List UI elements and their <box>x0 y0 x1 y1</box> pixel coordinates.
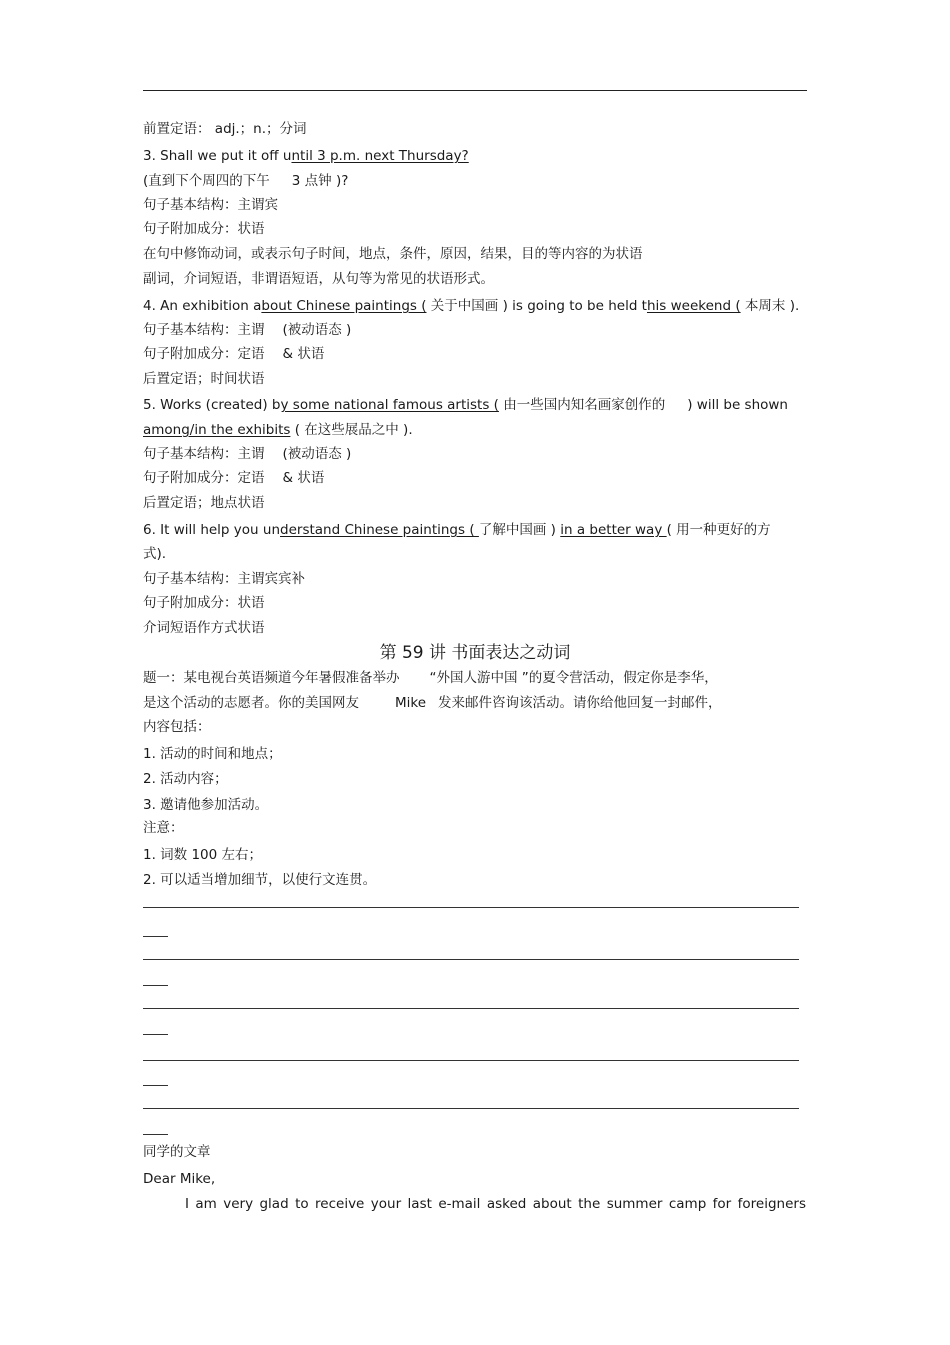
sentence-5 <box>143 396 788 414</box>
text-line: 在句中修饰动词，或表示句子时间，地点，条件，原因，结果，目的等内容的为状语 <box>143 246 643 262</box>
text-span: ( 在这些展品之中 ). <box>290 422 413 438</box>
essay-word: receive <box>315 1196 365 1212</box>
essay-word: am <box>195 1196 217 1212</box>
text-span: (被动语态 ) <box>282 322 352 338</box>
header-rule <box>143 90 807 91</box>
answer-line-tail <box>143 1134 168 1135</box>
text-line: 后置定语；地点状语 <box>143 495 265 511</box>
text-line <box>143 469 324 487</box>
text-span: 句子附加成分：定语 <box>143 470 265 486</box>
essay-word: your <box>370 1196 402 1212</box>
text-span: 题一：某电视台英语频道今年暑假准备举办 <box>143 670 400 686</box>
underlined-phrase: his weekend ( <box>646 298 741 314</box>
answer-line <box>143 1060 799 1061</box>
underlined-phrase: derstand Chinese paintings ( <box>280 522 479 538</box>
text-line: 句子附加成分：状语 <box>143 221 265 237</box>
task-line <box>143 694 722 712</box>
note-label: 注意： <box>143 820 184 836</box>
text-span: 句子附加成分：定语 <box>143 346 265 362</box>
list-item: 1. 词数 100 左右； <box>143 847 263 863</box>
lesson-heading: 第 59 讲 书面表达之动词 <box>379 643 571 663</box>
text-span: 4. An exhibition a <box>143 298 262 314</box>
underlined-phrase: in a better way <box>560 522 667 538</box>
essay-word: e-mail <box>438 1196 481 1212</box>
essay-word: glad <box>259 1196 289 1212</box>
answer-line-tail <box>143 1034 168 1035</box>
essay-word: foreigners <box>737 1196 806 1212</box>
essay-word: very <box>223 1196 254 1212</box>
text-line: 后置定语；时间状语 <box>143 371 265 387</box>
text-line <box>143 345 324 363</box>
sentence-3 <box>143 147 469 165</box>
underlined-phrase: among/in the exhibits <box>143 422 291 438</box>
essay-greeting: Dear Mike, <box>143 1171 216 1187</box>
text-span: 5. Works (created) b <box>143 397 281 413</box>
text-span: (被动语态 ) <box>282 446 352 462</box>
text-span: ) will be shown <box>687 397 788 413</box>
text-line <box>143 445 351 463</box>
text-line <box>143 421 413 439</box>
text-span: 发来邮件咨询该活动。请你给他回复一封邮件， <box>438 695 722 711</box>
sentence-6 <box>143 521 771 539</box>
text-line: 句子基本结构：主谓宾宾补 <box>143 571 305 587</box>
text-span: 了解中国画 ) <box>478 522 561 538</box>
text-line: 句子附加成分：状语 <box>143 595 265 611</box>
answer-line-tail <box>143 985 168 986</box>
task-line: 内容包括： <box>143 719 211 735</box>
essay-word: about <box>532 1196 572 1212</box>
essay-word: summer <box>606 1196 663 1212</box>
essay-word: camp <box>668 1196 707 1212</box>
text-span: 是这个活动的志愿者。你的美国网友 <box>143 695 359 711</box>
essay-first-line <box>185 1195 806 1213</box>
text-line <box>143 172 348 190</box>
text-line: 前置定语： adj.；n.；分词 <box>143 121 307 137</box>
answer-line-tail <box>143 936 168 937</box>
underlined-phrase: bout Chinese paintings ( <box>261 298 427 314</box>
text-line <box>143 321 351 339</box>
essay-word: asked <box>486 1196 527 1212</box>
text-span: “外国人游中国 ”的夏令营活动，假定你是李华， <box>429 670 718 686</box>
answer-line-tail <box>143 1085 168 1086</box>
list-item: 2. 活动内容； <box>143 771 228 787</box>
text-span: & 状语 <box>282 346 325 362</box>
text-span: (直到下个周四的下午 <box>143 173 270 189</box>
text-span: 3. Shall we put it off u <box>143 148 292 164</box>
underlined-phrase: ntil 3 p.m. next Thursday? <box>291 148 469 164</box>
text-span: & 状语 <box>282 470 325 486</box>
answer-line <box>143 959 799 960</box>
essay-word: last <box>407 1196 432 1212</box>
answer-line <box>143 1008 799 1009</box>
list-item: 2. 可以适当增加细节，以使行文连贯。 <box>143 872 377 888</box>
essay-word: for <box>712 1196 732 1212</box>
text-span: 本周末 ). <box>740 298 800 314</box>
text-span: 3 点钟 )? <box>291 173 349 189</box>
underlined-phrase: y some national famous artists ( <box>280 397 499 413</box>
text-span: 句子基本结构：主谓 <box>143 322 265 338</box>
text-span: 由一些国内知名画家创作的 <box>498 397 666 413</box>
answer-line <box>143 907 799 908</box>
list-item: 3. 邀请他参加活动。 <box>143 797 269 813</box>
essay-label: 同学的文章 <box>143 1144 211 1160</box>
answer-line <box>143 1108 799 1109</box>
text-line: 句子基本结构：主谓宾 <box>143 197 278 213</box>
text-line: 介词短语作方式状语 <box>143 620 265 636</box>
essay-word: I <box>185 1196 189 1212</box>
text-span: ( 用一种更好的方 <box>666 522 771 538</box>
text-line: 式). <box>143 546 167 562</box>
text-span: 6. It will help you un <box>143 522 281 538</box>
sentence-4 <box>143 297 799 315</box>
list-item: 1. 活动的时间和地点； <box>143 746 282 762</box>
essay-word: the <box>578 1196 601 1212</box>
text-span: Mike <box>395 695 427 711</box>
essay-word: to <box>295 1196 309 1212</box>
text-span: 句子基本结构：主谓 <box>143 446 265 462</box>
text-span: 关于中国画 ) is going to be held t <box>426 298 647 314</box>
task-line <box>143 669 718 687</box>
text-line: 副词，介词短语，非谓语短语，从句等为常见的状语形式。 <box>143 271 494 287</box>
